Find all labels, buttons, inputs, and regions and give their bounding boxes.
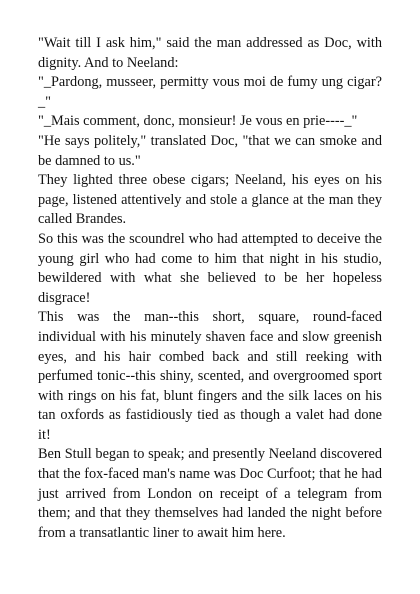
book-page-text (38, 34, 382, 543)
paragraph-4: "He says politely," translated Doc, "that we can smoke and be damned to us." (38, 132, 382, 169)
paragraph-2: "_Pardong, musseer, permitty vous moi de fumy ung cigar?_" (38, 74, 382, 110)
paragraph-6: So this was the scoundrel who had attempted to deceive the young girl who had come to him that night in his studio, bewildered with what she believed to be her hopeless disgrace! (38, 230, 382, 306)
paragraph-5: They lighted three obese cigars; Neeland, his eyes on his page, listened attentively and stole a glance at the man they called Brandes. (38, 172, 382, 228)
paragraph-7: This was the man--this short, square, round-faced individual with his minutely shaven face and slow greenish eyes, and his hair combed back and still reeking with perfumed tonic--this shiny, scented, and overgroomed sport with rings on his fat, blunt fingers and the silk laces on his tan oxfords as fastidiously tied as though a valet had done it! (38, 309, 382, 443)
paragraph-8: Ben Stull began to speak; and presently Neeland discovered that the fox-faced man's name was Doc Curfoot; that he had just arrived from London on receipt of a telegram from them; and that they themselves had landed the night before from a transatlantic liner to await him here. (38, 446, 382, 541)
paragraph-1: "Wait till I ask him," said the man addressed as Doc, with dignity. And to Neeland: (38, 35, 382, 71)
paragraph-3: "_Mais comment, donc, monsieur! Je vous en prie----_" (38, 113, 358, 130)
